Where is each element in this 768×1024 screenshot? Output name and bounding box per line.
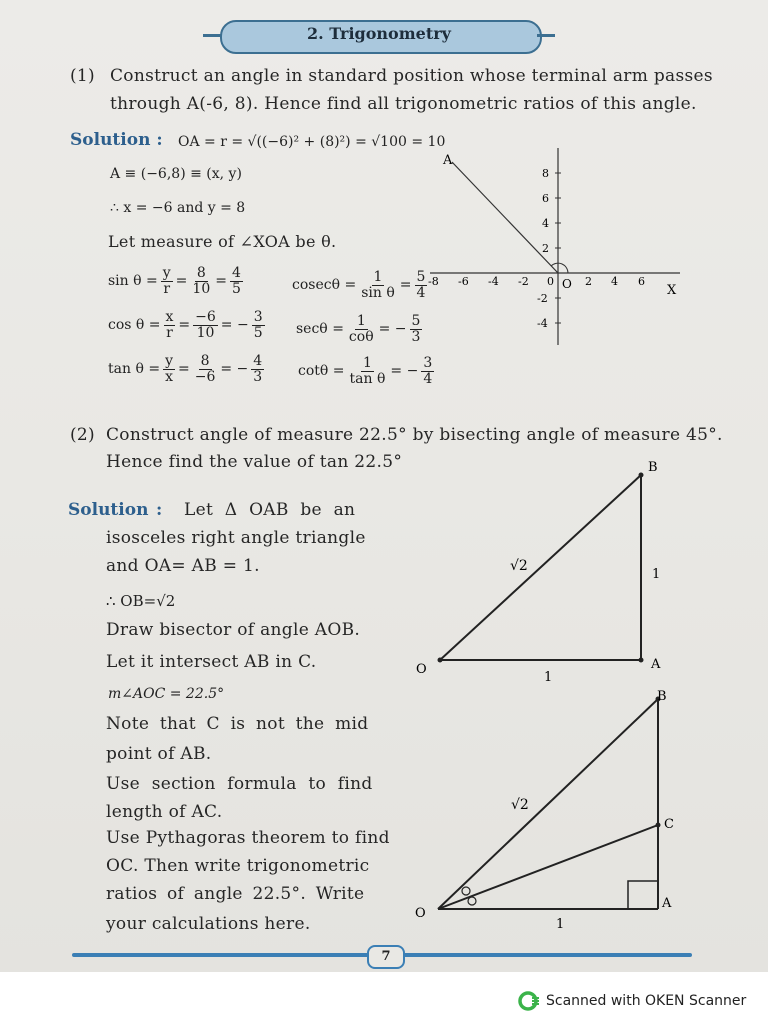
point-o	[438, 658, 443, 663]
point-c	[656, 823, 661, 828]
x-tick-neg2: -2	[518, 275, 529, 288]
q1-a-equation: A ≡ (−6,8) ≡ (x, y)	[110, 166, 242, 182]
q1-solution-label: Solution :	[70, 130, 163, 150]
q2-line-7: Note that C is not the mid	[106, 714, 369, 734]
sec-eq1: = −	[378, 321, 407, 338]
q2-line-3: ∴ OB=√2	[106, 592, 176, 610]
cosec-lhs: cosecθ =	[292, 277, 357, 294]
side-ob-2	[438, 699, 658, 909]
origin-label: O	[562, 277, 572, 291]
sec-frac2: $\frac{5}{3}$	[411, 313, 421, 345]
point-a-label: A	[443, 153, 453, 168]
cos-eq1: =	[178, 317, 191, 334]
tan-eq2: = −	[220, 361, 249, 378]
bisector-oc	[438, 825, 658, 909]
cosec-frac2: $\frac{5}{4}$	[416, 269, 426, 301]
label-hyp: √2	[510, 558, 528, 574]
cot-lhs: cotθ =	[298, 363, 345, 380]
label-o-2: O	[415, 906, 426, 921]
tan-lhs: tan θ =	[108, 361, 161, 378]
coordinate-graph	[425, 140, 690, 350]
sin-lhs: sin θ =	[108, 273, 158, 290]
point-a	[639, 658, 644, 663]
angle-mark-upper	[462, 887, 470, 895]
sin-eq2: =	[215, 273, 227, 290]
label-o: O	[416, 662, 427, 677]
q2-line-4: Draw bisector of angle AOB.	[106, 620, 361, 640]
cot-frac2: $\frac{3}{4}$	[423, 355, 433, 387]
q2-line-0: Let Δ OAB be an	[184, 500, 356, 520]
q1-text-line1: Construct an angle in standard position whose terminal arm passes	[110, 66, 713, 86]
q2-line-12: OC. Then write trigonometric	[106, 856, 370, 876]
q1-oa-equation: OA = r = √((−6)² + (8)²) = √100 = 10	[178, 134, 446, 150]
cos-frac1: $\frac{x}{r}$	[165, 309, 174, 341]
label-c: C	[664, 817, 674, 832]
angle-mark-lower	[468, 897, 476, 905]
label-b: B	[648, 460, 658, 475]
q2-line-1: isosceles right angle triangle	[106, 528, 366, 548]
tan-eq1: =	[177, 361, 190, 378]
tan-equation	[108, 354, 265, 384]
cos-equation	[108, 310, 266, 340]
q2-solution-label: Solution	[68, 500, 149, 520]
label-base-2: 1	[556, 917, 565, 932]
cos-lhs: cos θ =	[108, 317, 161, 334]
q2-line-11: Use Pythagoras theorem to find	[106, 828, 390, 848]
q1-measure-text: Let measure of ∠XOA be θ.	[108, 232, 337, 251]
point-b	[639, 473, 644, 478]
label-hyp-2: √2	[511, 797, 529, 813]
label-a-2: A	[662, 896, 672, 911]
label-side-ab: 1	[652, 567, 661, 582]
right-angle-mark	[628, 881, 658, 909]
side-ob	[440, 475, 641, 660]
label-a: A	[651, 657, 661, 672]
q2-number: (2)	[70, 425, 95, 445]
cosec-eq1: =	[399, 277, 412, 294]
q1-xy-equation: ∴ x = −6 and y = 8	[110, 200, 246, 216]
triangle-bisector-diagram	[405, 685, 695, 935]
header-left-rule	[203, 34, 221, 37]
sin-equation	[108, 266, 244, 296]
x-tick-neg4: -4	[488, 275, 499, 288]
label-base: 1	[544, 670, 553, 685]
q2-text-line1: Construct angle of measure 22.5° by bisecting angle of measure 45°.	[106, 425, 723, 445]
q2-line-14: your calculations here.	[106, 914, 311, 934]
y-tick-6: 6	[542, 192, 549, 205]
sec-lhs: secθ =	[296, 321, 344, 338]
q2-solution-colon: :	[156, 500, 163, 520]
q2-line-9: Use section formula to find	[106, 774, 373, 794]
q2-line-13: ratios of angle 22.5°. Write	[106, 884, 365, 904]
cot-frac1: $\frac{1}{\text{tan θ}}$	[349, 355, 386, 387]
x-tick-4: 4	[611, 275, 618, 288]
scanner-watermark	[518, 990, 746, 1012]
cot-eq1: = −	[390, 363, 419, 380]
y-tick-8: 8	[542, 167, 549, 180]
cosec-equation	[292, 270, 428, 300]
sin-frac2: $\frac{8}{10}$	[192, 265, 211, 297]
page-number: 7	[367, 945, 405, 969]
y-tick-4: 4	[542, 217, 549, 230]
tan-frac2: $\frac{8}{-6}$	[194, 353, 216, 385]
x-tick-neg6: -6	[458, 275, 469, 288]
x-axis-label: X	[667, 283, 677, 298]
cosec-frac1: $\frac{1}{\text{sin θ}}$	[361, 269, 395, 301]
label-b-2: B	[657, 689, 667, 704]
y-tick-neg2: -2	[537, 292, 548, 305]
sec-frac1: $\frac{1}{\text{coθ}}$	[348, 313, 374, 345]
cos-frac2: $\frac{-6}{10}$	[195, 309, 216, 341]
header-right-rule	[537, 34, 555, 37]
cos-frac3: $\frac{3}{5}$	[253, 309, 263, 341]
origin-zero: 0	[547, 275, 554, 288]
oken-logo-icon	[518, 990, 540, 1012]
scanner-text: Scanned with OKEN Scanner	[546, 993, 747, 1009]
x-tick-2: 2	[585, 275, 592, 288]
sec-equation	[296, 314, 423, 344]
q2-line-2: and OA= AB = 1.	[106, 556, 260, 576]
y-tick-2: 2	[542, 242, 549, 255]
q2-line-5: Let it intersect AB in C.	[106, 652, 317, 672]
q2-line-8: point of AB.	[106, 744, 212, 764]
triangle-oab-diagram	[410, 455, 680, 690]
cot-equation	[298, 356, 435, 386]
tan-frac1: $\frac{y}{x}$	[165, 353, 173, 385]
sin-frac3: $\frac{4}{5}$	[231, 265, 241, 297]
sin-eq1: =	[175, 273, 188, 290]
y-tick-neg4: -4	[537, 317, 548, 330]
q2-line-6: m∠AOC = 22.5°	[108, 686, 225, 702]
q2-line-10: length of AC.	[106, 802, 223, 822]
chapter-title: 2. Trigonometry	[307, 24, 451, 43]
q1-number: (1)	[70, 66, 95, 86]
cos-eq2: = −	[220, 317, 249, 334]
x-tick-6: 6	[638, 275, 645, 288]
q2-text-line2: Hence find the value of tan 22.5°	[106, 452, 403, 472]
q1-text-line2: through A(-6, 8). Hence find all trigonometric ratios of this angle.	[110, 94, 697, 114]
x-tick-neg8: -8	[428, 275, 439, 288]
sin-frac1: $\frac{y}{r}$	[162, 265, 171, 297]
tan-frac3: $\frac{4}{3}$	[253, 353, 263, 385]
